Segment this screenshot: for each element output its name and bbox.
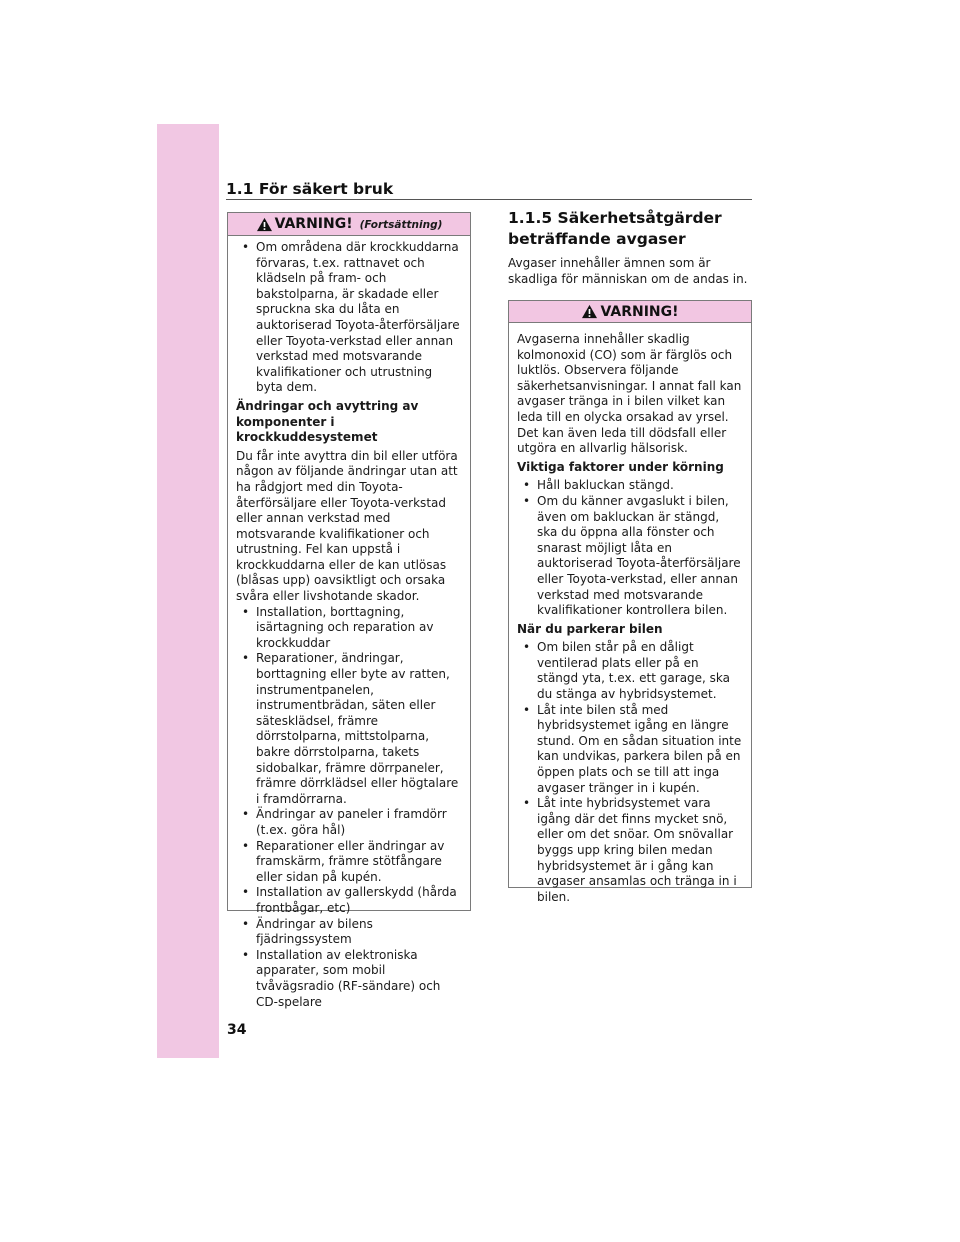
paragraph: Du får inte avyttra din bil eller utföra någon av följande ändringar utan att ha rådgjort med din Toyota-återförsäljare eller Toyota-verkstad eller annan verkstad med motsvarande kvalifikationer och utrustning. Fel kan uppstå i krockkuddarna eller de kan utlösas (blåsas upp) oavsiktligt och orsaka svåra eller livshotande skador. xyxy=(236,448,458,604)
bullet-list xyxy=(236,240,462,396)
list-item: • Ändringar av paneler i framdörr (t.ex. göra hål) xyxy=(236,807,462,838)
section-header: 1.1 För säkert bruk xyxy=(226,180,394,198)
list-item: • Håll bakluckan stängd. xyxy=(517,478,743,494)
section-title: 1.1.5 Säkerhetsåtgärder beträffande avgaser xyxy=(508,209,722,248)
warning-triangle-icon xyxy=(581,304,598,319)
warning-header xyxy=(509,301,751,323)
warning-box-left xyxy=(227,212,471,1009)
warning-title: VARNING! xyxy=(274,216,353,232)
warning-body xyxy=(228,236,470,1019)
list-item: • Installation, borttagning, isärtagning och reparation av krockkuddar xyxy=(236,605,462,652)
paragraph: Avgaserna innehåller skadlig kolmonoxid (CO) som är färglös och luktlös. Observera följande säkerhetsanvisningar. I annat fall kan avgaser tränga in i bilen vilket kan leda till en olycka orsakad av yrsel. Det kan även leda till dödsfall eller utgöra en allvarlig hälsorisk. xyxy=(517,332,742,456)
list-item: • Låt inte bilen stå med hybridsystemet igång en längre stund. Om en sådan situation inte kan undvikas, parkera bilen på en öppen plats och se till att inga avgaser tränger in i kupén. xyxy=(517,703,743,797)
intro-paragraph: Avgaser innehåller ämnen som är skadliga för människan om de andas in. xyxy=(508,256,748,286)
header-divider xyxy=(226,199,752,200)
warning-title: VARNING! xyxy=(600,303,679,320)
warning-triangle-icon xyxy=(256,217,273,232)
list-item: • Om områdena där krockkuddarna förvaras, t.ex. rattnavet och klädseln på fram- och bakstolparna, är skadade eller spruckna ska du låta en auktoriserad Toyota-återförsäljare eller Toyota-verkstad eller annan verkstad med motsvarande kvalifikationer och utrustning byta dem. xyxy=(236,240,462,396)
list-item: • Ändringar av bilens fjädringssystem xyxy=(236,917,462,948)
list-item: • Reparationer, ändringar, borttagning eller byte av ratten, instrumentpanelen, instrumentbrädan, säten eller sätesklädsel, främre dörrstolparna, mittstolparna, bakre dörrstolparna, takets sidobalkar, främre dörrpaneler, främre dörrklädsel eller högtalare i framdörrarna. xyxy=(236,651,462,807)
warning-header xyxy=(228,213,470,236)
list-item: • Om bilen står på en dåligt ventilerad plats eller på en stängd yta, t.ex. ett garage, ska du stänga av hybridsystemet. xyxy=(517,640,743,702)
list-item: • Installation av gallerskydd (hårda frontbågar, etc) xyxy=(236,885,462,916)
list-item: • Låt inte hybridsystemet vara igång där det finns mycket snö, eller om det snöar. Om snövallar byggs upp kring bilen medan hybridsystemet är i gång kan avgaser ansamlas och tränga in i bilen. xyxy=(517,796,743,905)
warning-box-right xyxy=(508,300,752,904)
list-item: • Om du känner avgaslukt i bilen, även om bakluckan är stängd, ska du öppna alla fönster och snarast möjligt låta en auktoriserad Toyota-återförsäljare eller Toyota-verkstad, eller annan verkstad med motsvarande kvalifikationer kontrollera bilen. xyxy=(517,494,743,619)
chapter-tab-strip xyxy=(157,124,219,1058)
list-item: • Reparationer eller ändringar av framskärm, främre stötfångare eller sidan på kupén. xyxy=(236,839,462,886)
subheading: Ändringar och avyttring av komponenter i krockkuddesystemet xyxy=(236,398,419,445)
warning-continued-label: (Fortsättning) xyxy=(359,219,443,231)
bullet-list xyxy=(517,640,743,905)
bullet-list xyxy=(236,605,462,1010)
page-number: 34 xyxy=(227,1022,247,1038)
warning-body xyxy=(509,323,751,914)
subheading: Viktiga faktorer under körning xyxy=(517,459,724,474)
bullet-list xyxy=(517,478,743,618)
list-item: • Installation av elektroniska apparater, som mobil tvåvägsradio (RF-sändare) och CD-spelare xyxy=(236,948,462,1010)
subheading: När du parkerar bilen xyxy=(517,621,663,636)
